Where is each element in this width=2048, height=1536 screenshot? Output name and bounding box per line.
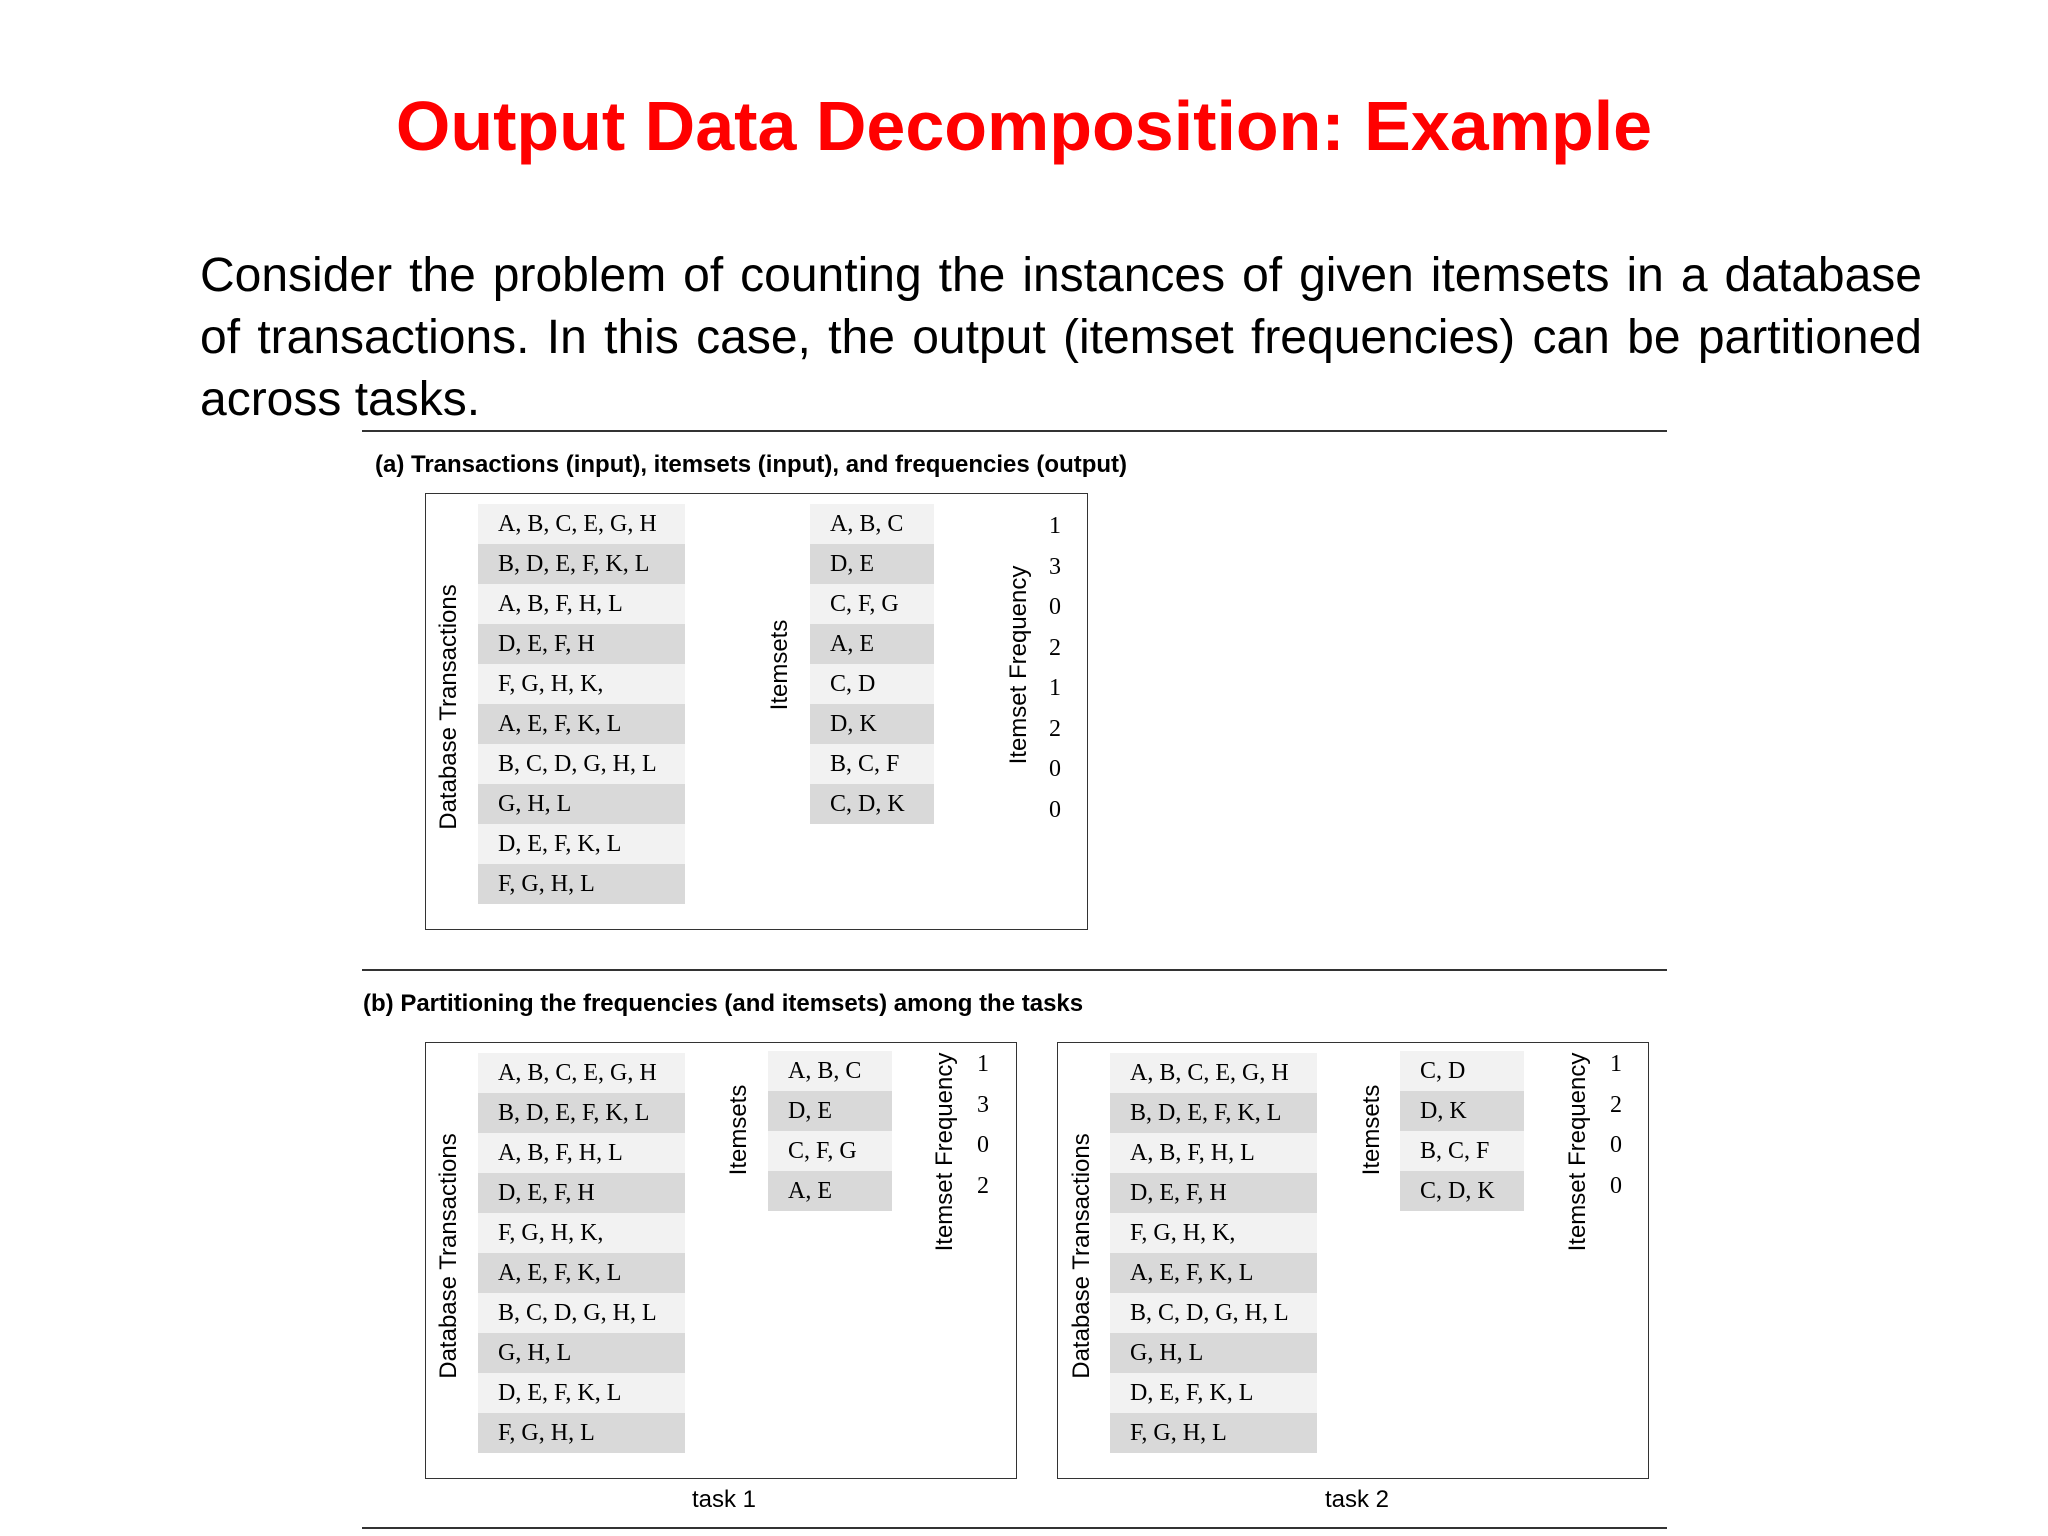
task2-itemsets-axis-label: Itemsets: [1358, 1084, 1385, 1176]
list-item: G, H, L: [1110, 1333, 1317, 1373]
list-item: A, E, F, K, L: [478, 704, 685, 744]
list-item: D, E, F, H: [478, 624, 685, 664]
list-item: C, D: [1400, 1051, 1524, 1091]
frequency-value: 0: [1610, 1172, 1622, 1199]
frequency-value: 2: [977, 1172, 989, 1199]
list-item: F, G, H, K,: [478, 1213, 685, 1253]
list-item: C, F, G: [810, 584, 934, 624]
list-item: D, E: [768, 1091, 892, 1131]
frequency-value: 1: [1049, 513, 1061, 539]
list-item: A, B, C: [810, 504, 934, 544]
list-item: D, E, F, K, L: [1110, 1373, 1317, 1413]
frequency-value: 2: [1049, 634, 1061, 661]
task2-frequency-axis-label: Itemset Frequency: [1564, 1052, 1591, 1252]
list-item: G, H, L: [478, 1333, 685, 1373]
task2-itemsets-list: [1400, 1051, 1524, 1211]
list-item: D, K: [810, 704, 934, 744]
task1-transactions-list: [478, 1053, 685, 1453]
list-item: A, E, F, K, L: [1110, 1253, 1317, 1293]
frequency-value: 1: [1049, 675, 1061, 701]
list-item: B, C, D, G, H, L: [1110, 1293, 1317, 1333]
list-item: B, D, E, F, K, L: [1110, 1093, 1317, 1133]
list-item: A, B, C, E, G, H: [478, 1053, 685, 1093]
list-item: B, C, F: [1400, 1131, 1524, 1171]
frequency-value: 2: [1049, 715, 1061, 742]
list-item: A, B, C: [768, 1051, 892, 1091]
list-item: C, D: [810, 664, 934, 704]
caption-a: (a) Transactions (input), itemsets (input), and frequencies (output): [375, 451, 1128, 478]
slide-title: Output Data Decomposition: Example: [395, 87, 1653, 165]
transactions-list: [478, 504, 685, 904]
list-item: B, C, D, G, H, L: [478, 744, 685, 784]
frequency-value: 0: [1049, 796, 1061, 823]
frequency-value: 1: [977, 1051, 989, 1077]
list-item: F, G, H, L: [1110, 1413, 1317, 1453]
list-item: D, E, F, K, L: [478, 824, 685, 864]
list-item: D, E, F, K, L: [478, 1373, 685, 1413]
frequency-value: 0: [1049, 756, 1061, 782]
list-item: A, E: [768, 1171, 892, 1211]
frequency-value: 3: [977, 1091, 989, 1118]
list-item: F, G, H, L: [478, 1413, 685, 1453]
task2-transactions-axis-label: Database Transactions: [1068, 1133, 1095, 1379]
figure-middle-rule: [362, 969, 1667, 971]
list-item: F, G, H, L: [478, 864, 685, 904]
list-item: A, E, F, K, L: [478, 1253, 685, 1293]
task2-transactions-list: [1110, 1053, 1317, 1453]
frequency-axis-label: Itemset Frequency: [1005, 565, 1032, 765]
frequency-list: [1040, 506, 1070, 830]
list-item: A, B, C, E, G, H: [478, 504, 685, 544]
itemsets-list: [810, 504, 934, 824]
list-item: D, E: [810, 544, 934, 584]
list-item: C, D, K: [810, 784, 934, 824]
task1-frequency-list: [968, 1044, 998, 1206]
list-item: B, D, E, F, K, L: [478, 544, 685, 584]
task2-label: task 2: [1324, 1486, 1390, 1513]
list-item: A, B, F, H, L: [478, 584, 685, 624]
task1-frequency-axis-label: Itemset Frequency: [931, 1052, 958, 1252]
frequency-value: 0: [1610, 1132, 1622, 1158]
frequency-value: 2: [1610, 1091, 1622, 1118]
caption-b: (b) Partitioning the frequencies (and itemsets) among the tasks: [363, 990, 1084, 1017]
list-item: A, B, F, H, L: [1110, 1133, 1317, 1173]
task1-itemsets-axis-label: Itemsets: [725, 1084, 752, 1176]
list-item: F, G, H, K,: [1110, 1213, 1317, 1253]
list-item: A, B, C, E, G, H: [1110, 1053, 1317, 1093]
list-item: B, C, D, G, H, L: [478, 1293, 685, 1333]
figure-top-rule: [362, 430, 1667, 432]
task1-label: task 1: [691, 1486, 757, 1513]
list-item: G, H, L: [478, 784, 685, 824]
list-item: D, E, F, H: [478, 1173, 685, 1213]
figure-bottom-rule: [362, 1527, 1667, 1529]
frequency-value: 1: [1610, 1051, 1622, 1077]
frequency-value: 3: [1049, 553, 1061, 580]
list-item: B, C, F: [810, 744, 934, 784]
task2-frequency-list: [1601, 1044, 1631, 1206]
list-item: A, B, F, H, L: [478, 1133, 685, 1173]
transactions-axis-label: Database Transactions: [435, 584, 462, 830]
list-item: C, F, G: [768, 1131, 892, 1171]
list-item: F, G, H, K,: [478, 664, 685, 704]
intro-paragraph: Consider the problem of counting the instances of given itemsets in a database of transactions. In this case, the output (itemset frequencies) can be partitioned across tasks.: [200, 249, 1922, 426]
list-item: C, D, K: [1400, 1171, 1524, 1211]
list-item: D, E, F, H: [1110, 1173, 1317, 1213]
frequency-value: 0: [977, 1132, 989, 1158]
list-item: B, D, E, F, K, L: [478, 1093, 685, 1133]
task1-itemsets-list: [768, 1051, 892, 1211]
list-item: A, E: [810, 624, 934, 664]
task1-transactions-axis-label: Database Transactions: [435, 1133, 462, 1379]
list-item: D, K: [1400, 1091, 1524, 1131]
frequency-value: 0: [1049, 594, 1061, 620]
itemsets-axis-label: Itemsets: [766, 619, 793, 711]
